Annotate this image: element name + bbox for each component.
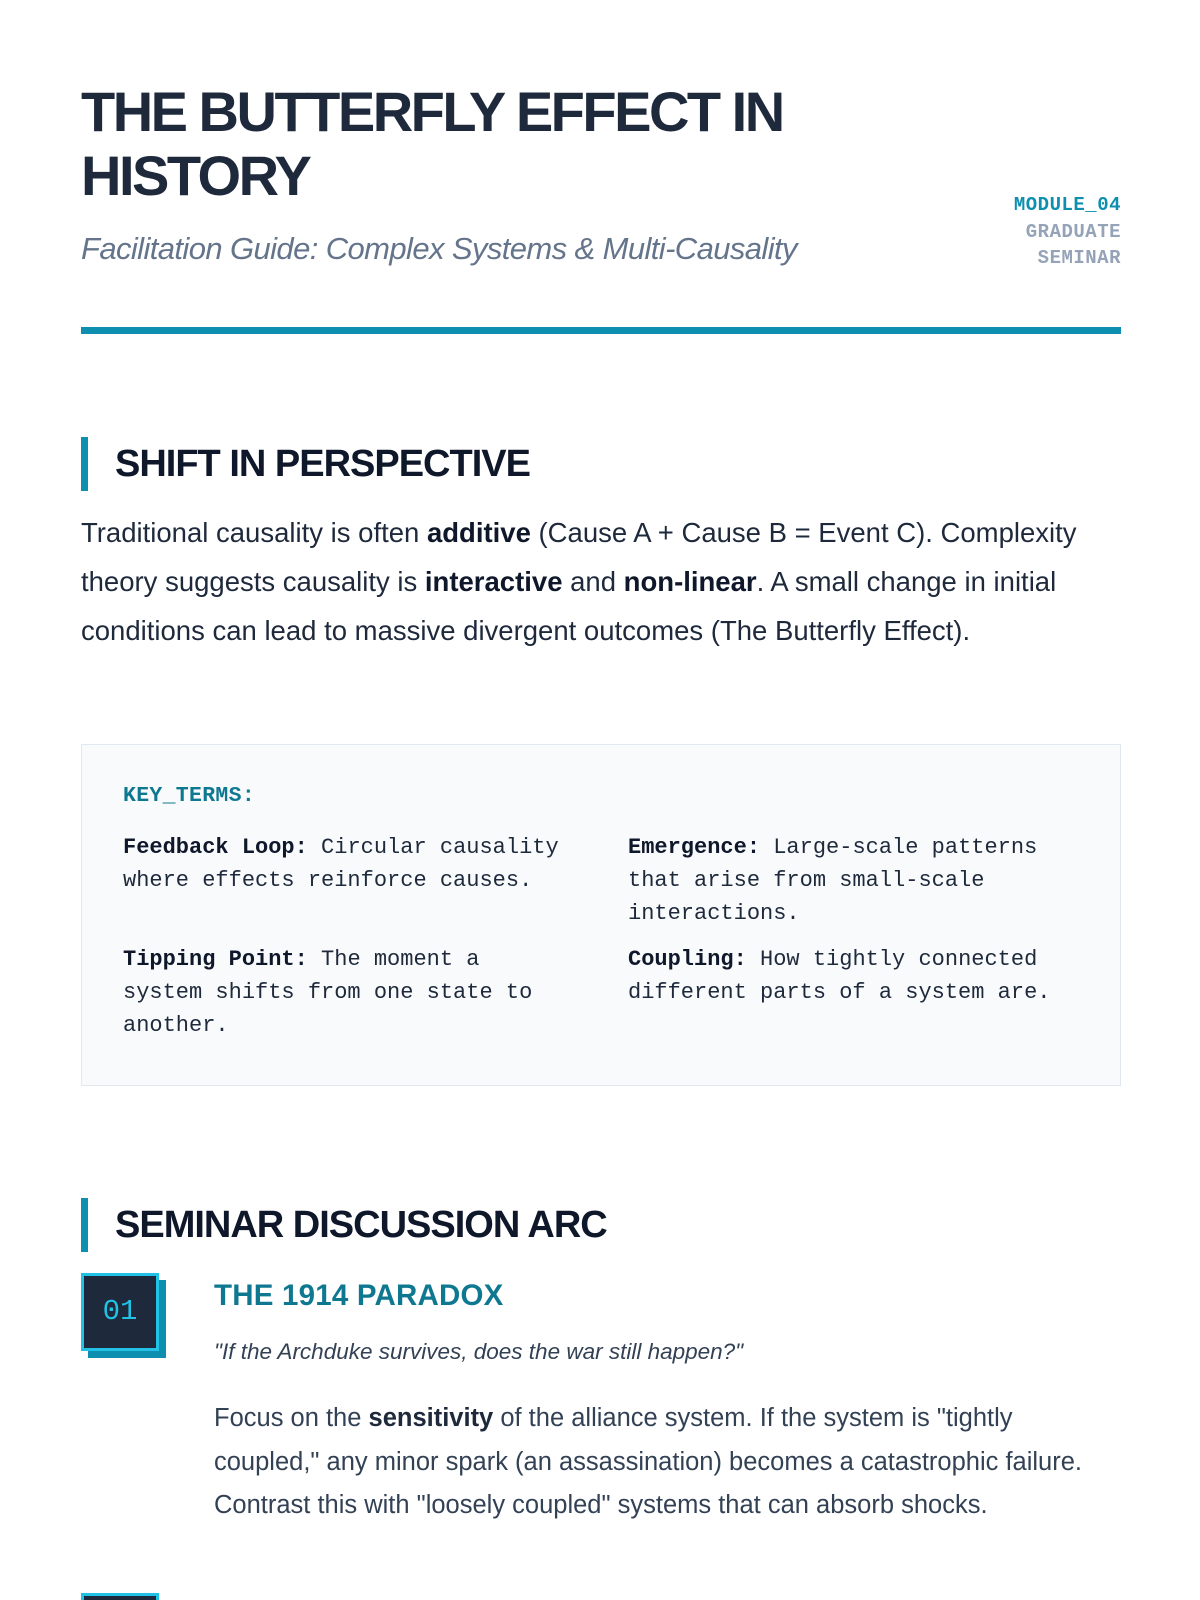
level-line-1: GRADUATE xyxy=(1025,220,1121,243)
term-definition: Circular causality where effects reinforce causes. xyxy=(123,835,559,893)
page-subtitle: Facilitation Guide: Complex Systems & Multi-Causality xyxy=(81,231,797,266)
key-terms-label: KEY_TERMS: xyxy=(123,784,256,808)
term-definition: How tightly connected different parts of a system are. xyxy=(628,947,1051,1005)
header-divider xyxy=(81,327,1121,334)
term-coupling xyxy=(628,943,1078,1042)
arc-body-text-1: Focus on the xyxy=(214,1404,369,1432)
key-terms-grid xyxy=(123,831,1080,1042)
arc-item-title: THE 1914 PARADOX xyxy=(214,1279,504,1312)
intro-text-4: . A small change in initial conditions can lead to massive divergent outcomes (The Butterfly Effect). xyxy=(81,566,1057,646)
term-definition: The moment a system shifts from one state to another. xyxy=(123,947,533,1038)
term-name: Feedback Loop: xyxy=(123,835,308,860)
term-feedback-loop xyxy=(123,831,563,930)
page-title: THE BUTTERFLY EFFECT IN HISTORY xyxy=(81,80,783,207)
module-code: MODULE_04 xyxy=(1013,194,1121,216)
section-heading-perspective: SHIFT IN PERSPECTIVE xyxy=(81,437,530,491)
module-meta xyxy=(1014,192,1121,272)
intro-text-1: Traditional causality is often xyxy=(81,517,427,548)
arc-next-number-badge xyxy=(81,1593,159,1600)
arc-item-body xyxy=(214,1397,1124,1528)
term-name: Tipping Point: xyxy=(123,947,308,972)
term-definition: Large-scale patterns that arise from small-scale interactions. xyxy=(628,835,1038,926)
emphasis-non-linear: non-linear xyxy=(623,566,757,597)
term-tipping-point xyxy=(123,943,563,1042)
section-heading-discussion-arc: SEMINAR DISCUSSION ARC xyxy=(81,1198,607,1252)
intro-text-2: (Cause A + Cause B = Event C). Complexity theory suggests causality is xyxy=(81,517,1077,597)
arc-body-text-2: of the alliance system. If the system is "tightly coupled," any minor spark (an assassination) becomes a catastrophic failure. Contrast this with "loosely coupled" systems that can absorb shocks. xyxy=(214,1404,1082,1519)
term-emergence xyxy=(628,831,1078,930)
emphasis-additive: additive xyxy=(426,517,531,548)
arc-item-number-badge: 01 xyxy=(81,1273,159,1351)
page-header xyxy=(81,0,1121,336)
intro-text-3: and xyxy=(562,566,624,597)
emphasis-sensitivity: sensitivity xyxy=(368,1404,494,1432)
term-name: Emergence: xyxy=(628,835,761,860)
level-line-2: SEMINAR xyxy=(1037,247,1121,269)
perspective-paragraph xyxy=(81,508,1101,655)
term-name: Coupling: xyxy=(628,947,747,972)
emphasis-interactive: interactive xyxy=(424,566,563,597)
key-terms-box xyxy=(81,744,1121,1086)
document-page xyxy=(81,0,1121,1519)
arc-item-question: "If the Archduke survives, does the war still happen?" xyxy=(214,1339,744,1364)
